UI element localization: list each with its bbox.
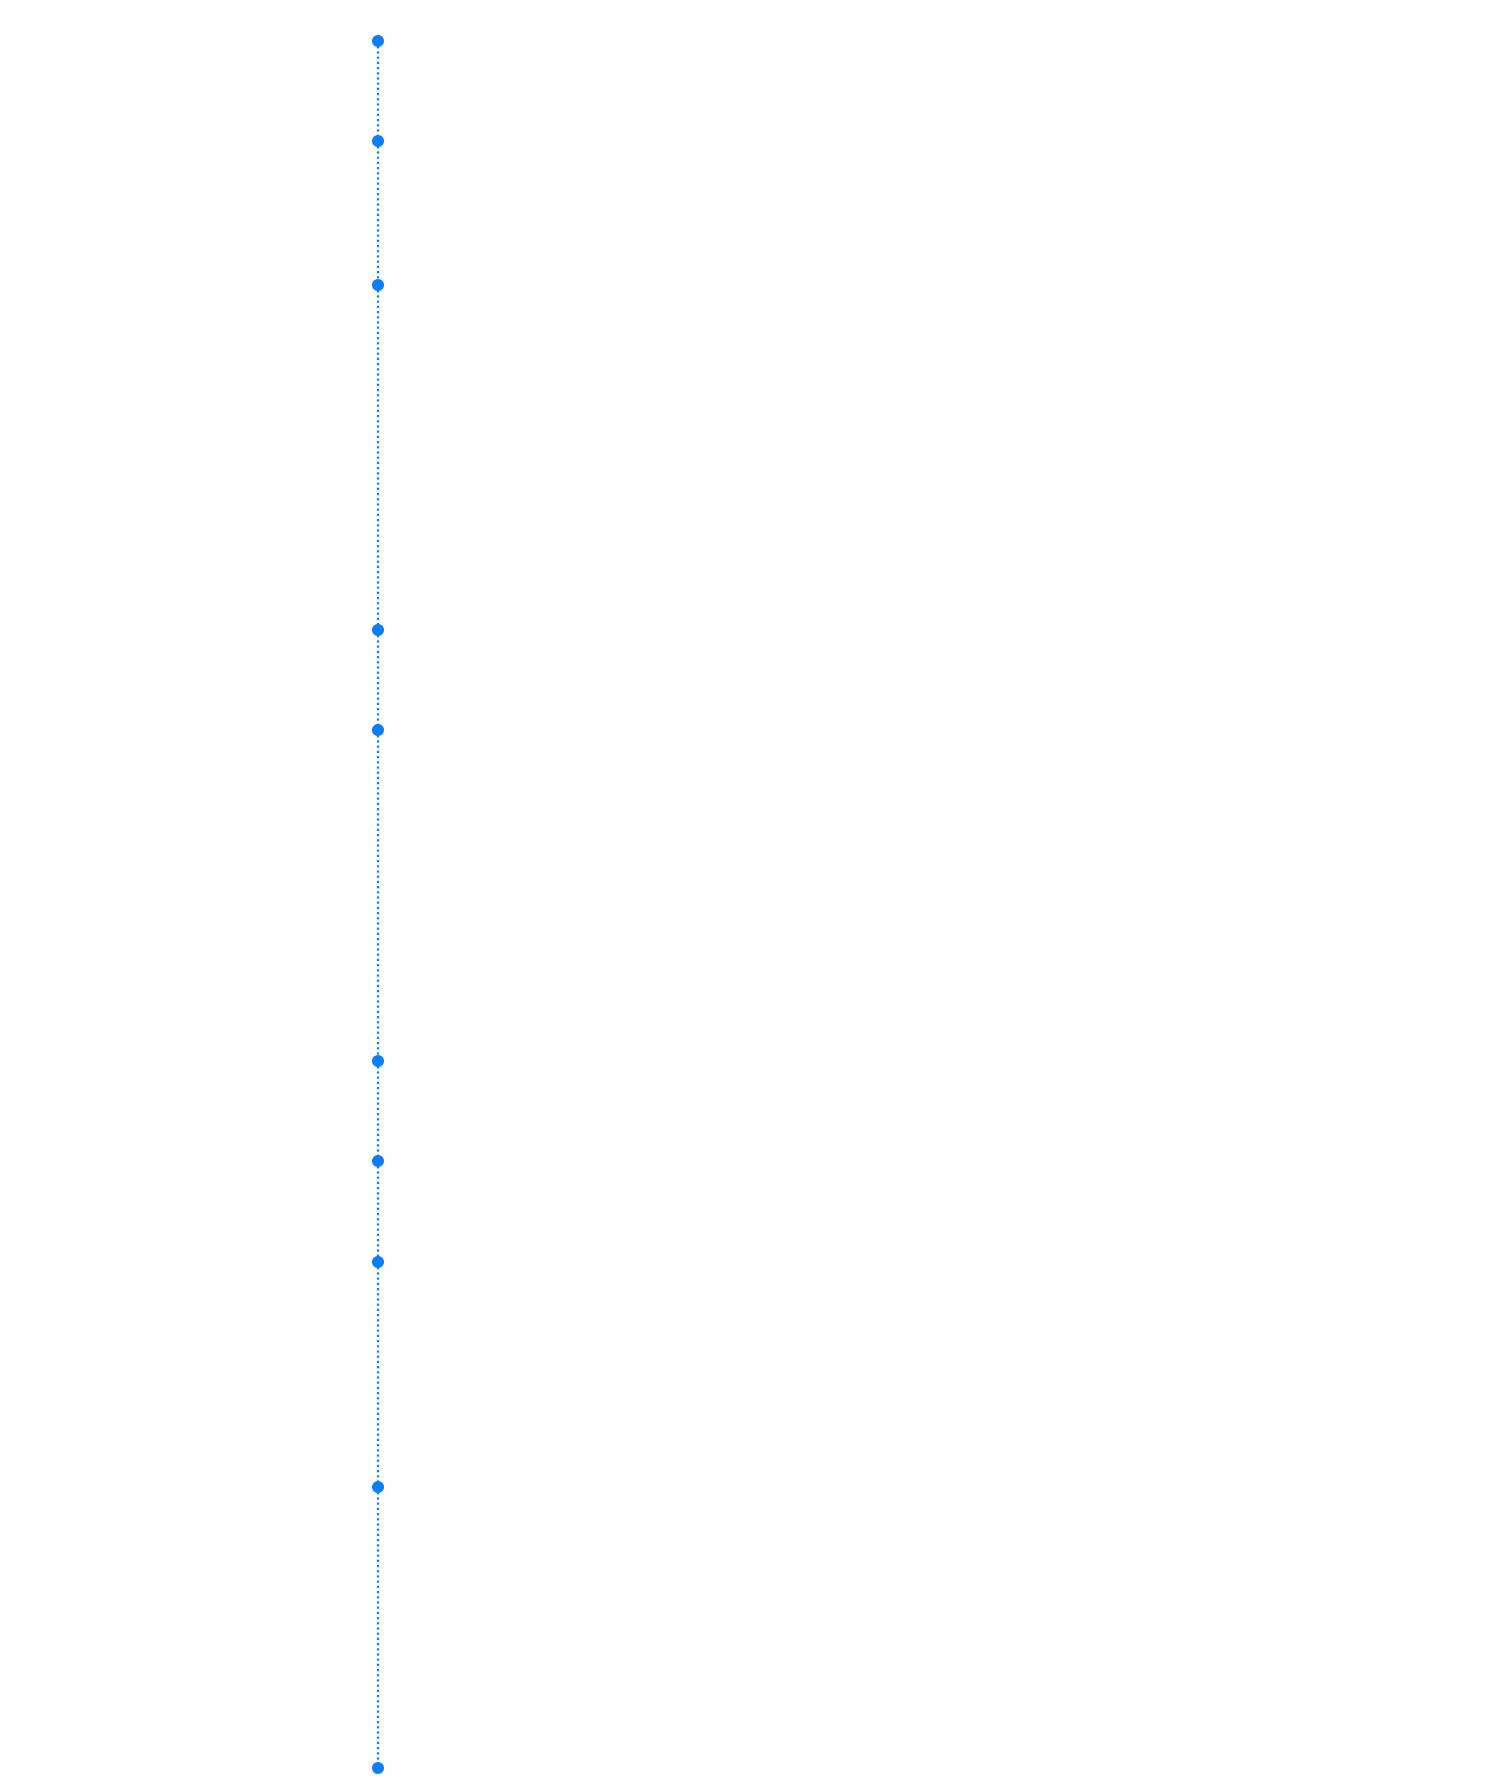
timeline-node-dot xyxy=(372,624,384,636)
timeline-node-dot xyxy=(372,1256,384,1268)
timeline-node-dot xyxy=(372,724,384,736)
timeline-node-dot xyxy=(372,1055,384,1067)
timeline-node-dot xyxy=(372,1762,384,1774)
timeline-node-dot xyxy=(372,35,384,47)
timeline-node-dot xyxy=(372,135,384,147)
timeline-node-dot xyxy=(372,279,384,291)
timeline-node-dot xyxy=(372,1155,384,1167)
timeline-node-dot xyxy=(372,1481,384,1493)
